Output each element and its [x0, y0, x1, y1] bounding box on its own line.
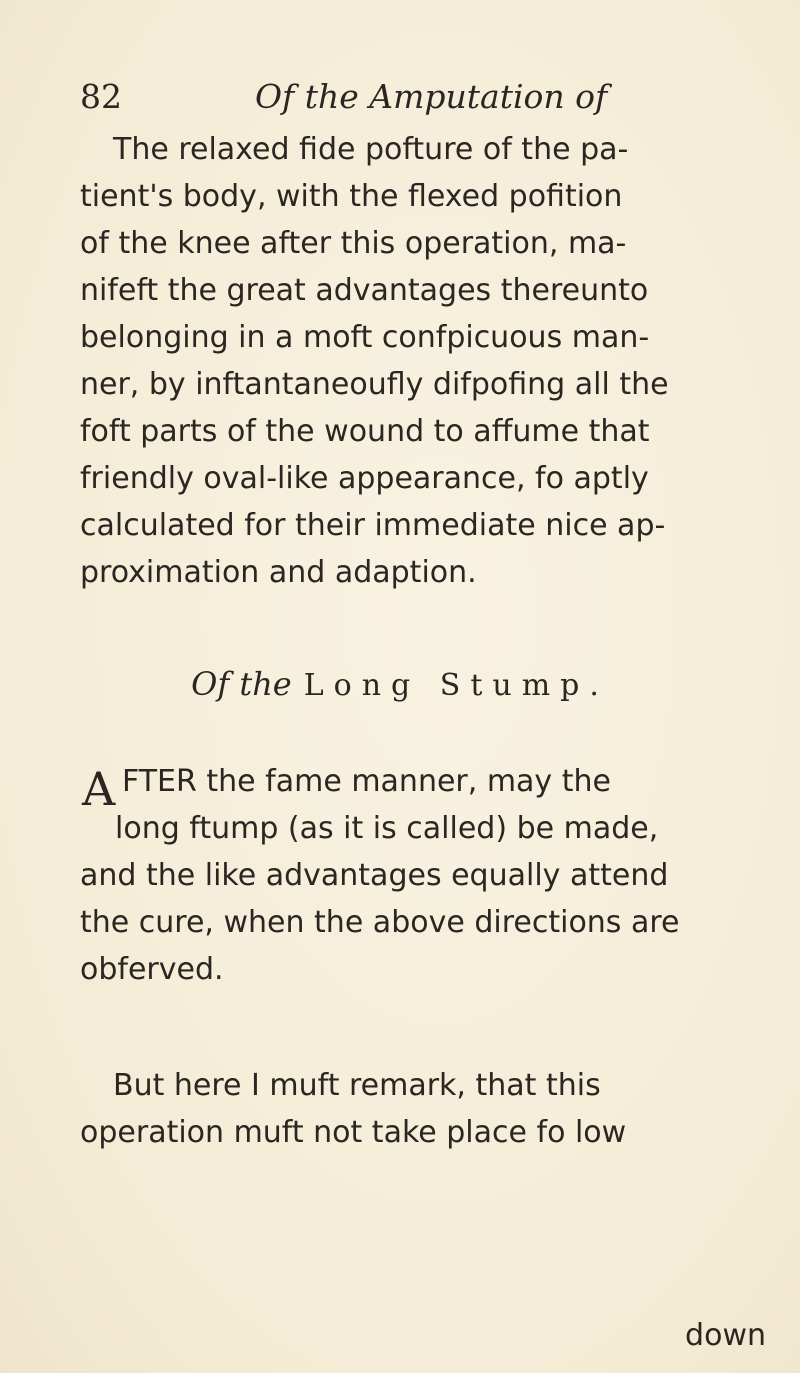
text-line: nifeft the great advantages thereunto	[80, 273, 649, 308]
text-line: and the like advantages equally attend	[80, 858, 669, 893]
page-header	[80, 72, 720, 122]
section-heading-lead: Of the	[191, 665, 292, 703]
paragraph-relaxed-posture	[80, 126, 766, 596]
text-line: long ftump (as it is called) be made,	[115, 811, 659, 846]
text-line: proximation and adaption.	[80, 555, 477, 590]
text-line: of the knee after this operation, ma-	[80, 226, 627, 261]
text-line: foft parts of the wound to affume that	[80, 414, 650, 449]
section-heading	[0, 660, 800, 710]
page-number: 82	[80, 77, 122, 116]
text-line: belonging in a moft confpicuous man-	[80, 320, 650, 355]
text-line: the cure, when the above directions are	[80, 905, 680, 940]
text-line: FTER the fame manner, may the	[122, 764, 611, 799]
text-line: The relaxed fide pofture of the pa-	[113, 132, 629, 167]
text-line: tient's body, with the flexed pofition	[80, 179, 623, 214]
paragraph-long-stump	[80, 758, 766, 993]
drop-cap: A	[82, 762, 116, 816]
running-title: Of the Amputation of	[255, 77, 608, 116]
text-line: calculated for their immediate nice ap-	[80, 508, 666, 543]
text-line: friendly oval-like appearance, fo aptly	[80, 461, 649, 496]
text-line: ner, by inftantaneoufly difpofing all the	[80, 367, 669, 402]
paragraph-remark	[80, 1062, 766, 1156]
section-heading-title: Long Stump.	[303, 668, 609, 703]
text-line: operation muft not take place fo low	[80, 1115, 627, 1150]
text-line: But here I muft remark, that this	[113, 1068, 601, 1103]
catchword: down	[685, 1318, 766, 1353]
text-line: obferved.	[80, 952, 224, 987]
